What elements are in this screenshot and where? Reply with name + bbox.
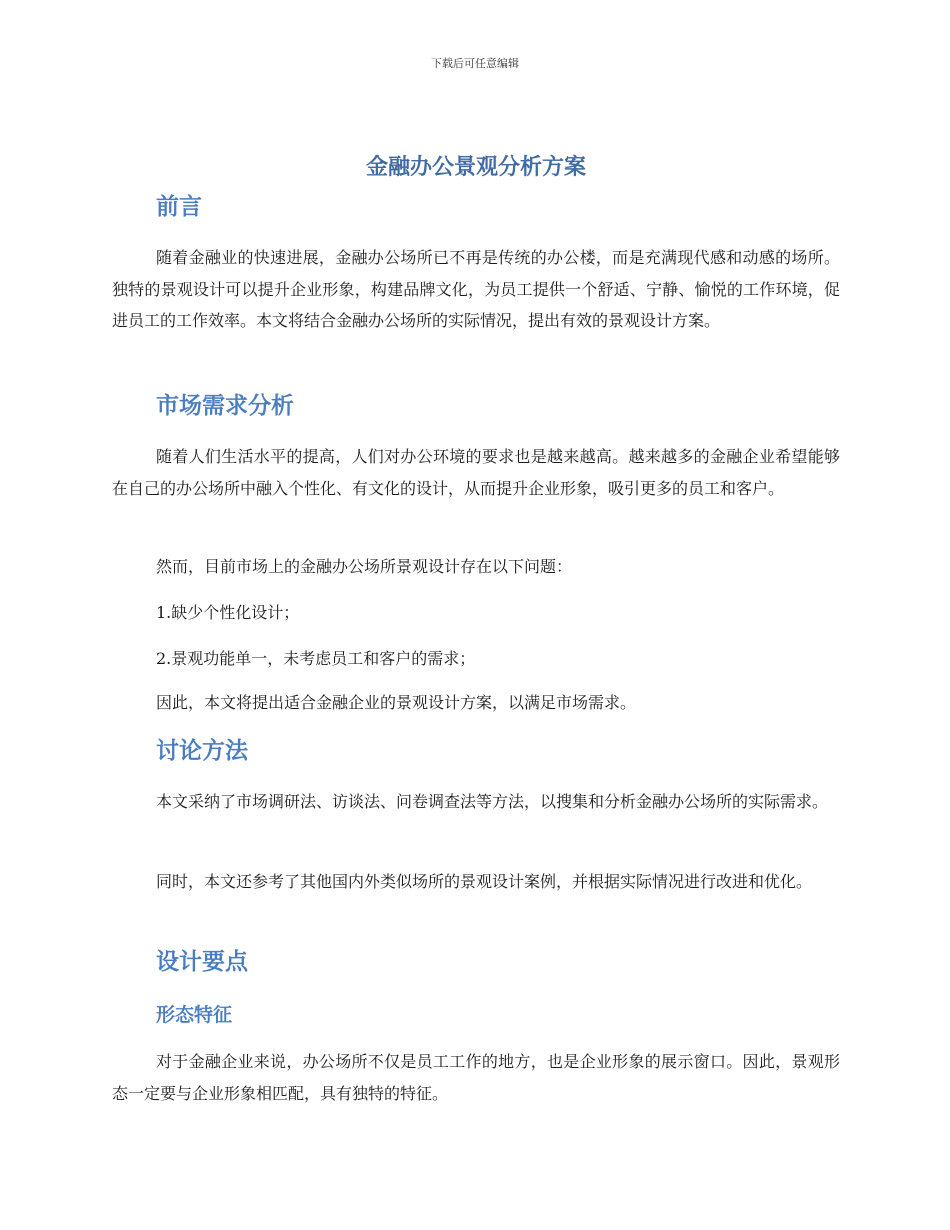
market-paragraph-3: 因此，本文将提出适合金融企业的景观设计方案，以满足市场需求。 [156,693,637,712]
market-list-item-1: 1.缺少个性化设计； [156,603,300,622]
section-heading-market: 市场需求分析 [156,393,294,419]
market-paragraph-2: 然而，目前市场上的金融办公场所景观设计存在以下问题： [156,557,573,576]
method-paragraph-2: 同时，本文还参考了其他国内外类似场所的景观设计案例，并根据实际情况进行改进和优化。 [156,872,813,891]
market-paragraph-1: 随着人们生活水平的提高，人们对办公环境的要求也是越来越高。越来越多的金融企业希望能够在自己的办公场所中融入个性化、有文化的设计，从而提升企业形象，吸引更多的员工和客户。 [112,447,840,498]
preface-paragraph: 随着金融业的快速进展，金融办公场所已不再是传统的办公楼，而是充满现代感和动感的场所。独特的景观设计可以提升企业形象，构建品牌文化，为员工提供一个舒适、宁静、愉悦的工作环境，促进员工的工作效率。本文将结合金融办公场所的实际情况，提出有效的景观设计方案。 [112,248,840,330]
page-header-note: 下载后可任意编辑 [431,57,519,70]
form-paragraph: 对于金融企业来说，办公场所不仅是员工工作的地方，也是企业形象的展示窗口。因此，景观形态一定要与企业形象相匹配，具有独特的特征。 [112,1052,840,1103]
section-heading-preface: 前言 [156,194,202,220]
section-heading-method: 讨论方法 [156,738,248,764]
subsection-heading-form: 形态特征 [156,1004,233,1026]
document-title: 金融办公景观分析方案 [365,155,586,180]
market-list-item-2: 2.景观功能单一，未考虑员工和客户的需求； [156,649,476,668]
method-paragraph-1: 本文采纳了市场调研法、访谈法、问卷调查法等方法，以搜集和分析金融办公场所的实际需求。 [156,792,829,811]
section-heading-design: 设计要点 [156,949,248,975]
